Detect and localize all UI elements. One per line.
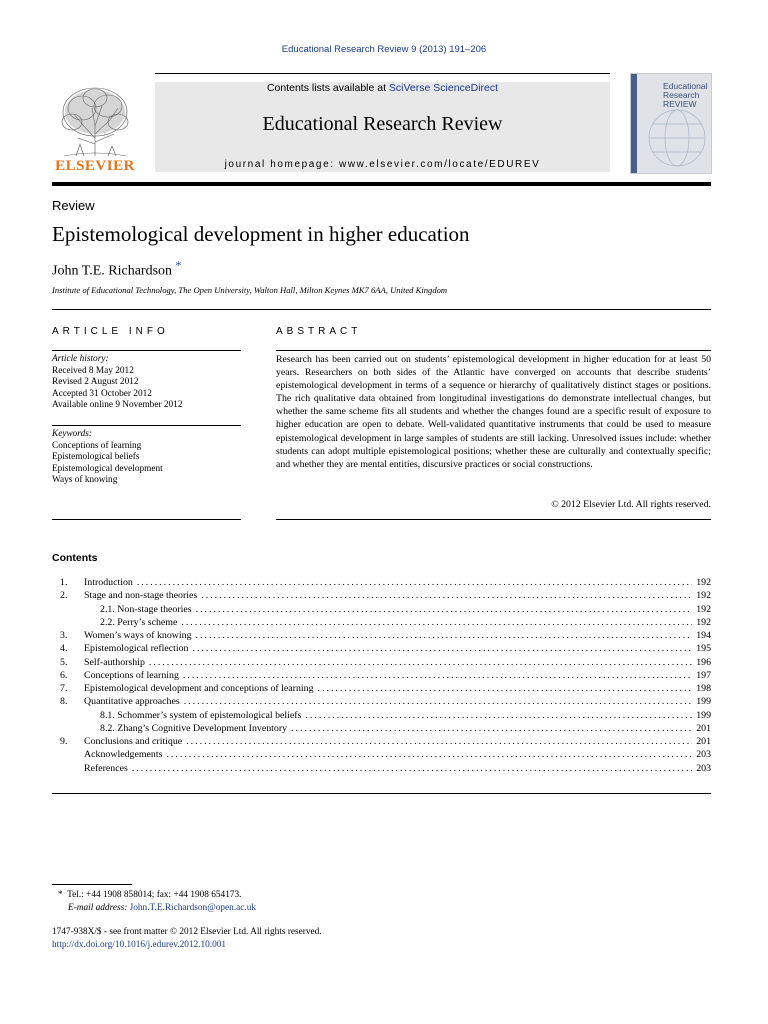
toc-entry-number: 6.: [60, 669, 68, 681]
toc-leader-dots: [183, 670, 692, 681]
journal-citation[interactable]: Educational Research Review 9 (2013) 191–206: [281, 44, 487, 55]
divider: [52, 309, 711, 310]
toc-leader-dots: [181, 617, 692, 628]
toc-entry[interactable]: [52, 630, 711, 643]
toc-entry-title[interactable]: Epistemological development and conceptions of learning: [84, 683, 314, 694]
header-thick-rule: [52, 182, 711, 186]
history-label: Article history:: [52, 354, 109, 364]
front-matter: [52, 926, 711, 952]
toc-entry-title[interactable]: 8.1. Schommer’s system of epistemological beliefs: [100, 709, 302, 721]
toc-entry[interactable]: [52, 736, 711, 749]
toc-entry-title[interactable]: Quantitative approaches: [84, 696, 180, 708]
toc-entry-page: 195: [696, 643, 711, 655]
toc-entry-title[interactable]: Epistemological reflection: [84, 643, 189, 655]
toc-entry-title[interactable]: 8.2. Zhang’s Cognitive Development Inventory: [100, 722, 288, 734]
cover-spine-strip: [631, 74, 637, 173]
doi-link[interactable]: http://dx.doi.org/10.1016/j.edurev.2012.10.001: [52, 940, 227, 950]
toc-entry-title[interactable]: Introduction: [84, 577, 133, 588]
history-item: Received 8 May 2012: [52, 365, 134, 376]
keyword: Ways of knowing: [52, 475, 118, 486]
toc-entry-page: 198: [696, 683, 711, 694]
toc-entry[interactable]: [52, 749, 711, 762]
keywords-label: Keywords:: [52, 429, 92, 439]
contents-availability-line: Contents lists available at SciVerse ScienceDirect: [266, 82, 499, 94]
toc-leader-dots: [201, 590, 692, 601]
toc-leader-dots: [166, 749, 692, 760]
author-footnote-mark[interactable]: *: [175, 259, 182, 272]
toc-entry-number: 7.: [60, 683, 68, 694]
toc-entry[interactable]: [52, 670, 711, 683]
footnote-rule: [52, 884, 132, 885]
issn-line: 1747-938X/$ - see front matter © 2012 Elsevier Ltd. All rights reserved.: [52, 927, 322, 937]
article-history: [52, 354, 241, 412]
toc-entry[interactable]: [52, 683, 711, 696]
keyword: Epistemological beliefs: [52, 452, 140, 463]
toc-entry-number: 5.: [60, 656, 68, 668]
toc-entry-page: 192: [696, 616, 711, 628]
toc-entry[interactable]: [52, 657, 711, 670]
keywords: [52, 429, 241, 487]
toc-entry-page: 192: [696, 590, 711, 602]
contents-heading: Contents: [52, 552, 98, 564]
divider: [52, 350, 241, 351]
toc-entry-page: 192: [696, 577, 711, 588]
toc-entry[interactable]: [52, 696, 711, 709]
divider: [52, 425, 241, 426]
toc-entry-number: 1.: [60, 577, 68, 588]
toc-leader-dots: [291, 723, 692, 734]
toc-entry-page: 201: [696, 736, 711, 747]
toc-leader-dots: [137, 577, 692, 588]
toc-entry-title[interactable]: Women’s ways of knowing: [84, 630, 192, 641]
toc-entry[interactable]: [52, 763, 711, 776]
toc-leader-dots: [196, 604, 693, 615]
toc-leader-dots: [132, 763, 692, 774]
author-name: John T.E. Richardson *: [52, 259, 182, 279]
author-email-link[interactable]: John.T.E.Richardson@open.ac.uk: [129, 903, 257, 913]
toc-entry-page: 199: [696, 709, 711, 721]
toc-entry[interactable]: [52, 577, 711, 590]
journal-cover-thumbnail: [630, 73, 712, 174]
toc-entry-page: 203: [696, 749, 711, 761]
keyword: Epistemological development: [52, 463, 163, 474]
divider: [276, 350, 711, 351]
history-item: Available online 9 November 2012: [52, 400, 183, 411]
article-title: Epistemological development in higher education: [52, 222, 470, 246]
author-footnote: [52, 889, 711, 915]
toc-entry[interactable]: [52, 604, 711, 617]
toc-entry-title[interactable]: Conclusions and critique: [84, 736, 183, 747]
journal-title: Educational Research Review: [262, 113, 503, 135]
toc-entry[interactable]: [52, 590, 711, 603]
toc-leader-dots: [318, 683, 693, 694]
toc-leader-dots: [184, 696, 692, 707]
header-top-rule: [155, 73, 610, 74]
toc-entry[interactable]: [52, 723, 711, 736]
divider: [52, 519, 241, 520]
toc-entry-title[interactable]: References: [84, 762, 128, 774]
divider: [52, 793, 711, 794]
journal-homepage-link[interactable]: journal homepage: www.elsevier.com/locate/EDUREV: [224, 159, 541, 170]
toc-entry-number: 3.: [60, 630, 68, 641]
toc-leader-dots: [192, 643, 692, 654]
toc-entry[interactable]: [52, 643, 711, 656]
toc-entry-number: 8.: [60, 696, 68, 708]
keyword: Conceptions of learning: [52, 440, 142, 451]
toc-entry-number: 9.: [60, 736, 68, 747]
toc-leader-dots: [186, 736, 692, 747]
toc-entry-title[interactable]: 2.2. Perry’s scheme: [100, 616, 178, 628]
author-affiliation: Institute of Educational Technology, The Open University, Walton Hall, Milton Keynes MK7 6AA, United Kingdom: [52, 285, 448, 295]
toc-entry[interactable]: [52, 617, 711, 630]
article-info-heading: ARTICLE INFO: [52, 326, 169, 337]
footnote-phone: Tel.: +44 1908 858014; fax: +44 1908 654173.: [67, 890, 242, 900]
toc-entry-title[interactable]: Conceptions of learning: [84, 669, 179, 681]
toc-leader-dots: [305, 710, 692, 721]
toc-entry-title[interactable]: Stage and non-stage theories: [84, 590, 198, 602]
abstract-text: Research has been carried out on students’ epistemological development in higher education for at least 50 years. Researchers on both sides of the Atlantic have converged on accounts that describe students’ epistemological development in terms of a sequence or hierarchy of qualitatively distinct stages or positions. The rich qualitative data obtained from longitudinal investigations do demonstrate intellectual changes, but whether the same scheme fits all students and whether the changes found are a specific result of exposure to higher education are open to debate. Well-validated quantitative instruments that could be used to measure epistemological development in large samples of students are still lacking. Unresolved issues include: whether students can adopt multiple epistemological positions; whether these are culturally and contextually specific; and whether they are mental entities, discursive practices or social constructions.: [276, 354, 711, 470]
toc-leader-dots: [196, 630, 693, 641]
footnote-mark: *: [58, 890, 63, 900]
abstract-copyright: © 2012 Elsevier Ltd. All rights reserved.: [551, 499, 711, 510]
toc-entry-title[interactable]: Acknowledgements: [84, 749, 163, 761]
toc-leader-dots: [149, 657, 692, 668]
toc-entry-page: 194: [696, 630, 711, 641]
cover-globe-graphic: [639, 104, 709, 170]
toc-entry[interactable]: [52, 710, 711, 723]
toc-entry-title[interactable]: 2.1. Non-stage theories: [100, 603, 192, 615]
sciencedirect-link[interactable]: SciVerse ScienceDirect: [388, 82, 499, 94]
toc-entry-title[interactable]: Self-authorship: [84, 656, 145, 668]
toc-entry-page: 192: [696, 603, 711, 615]
toc-entry-number: 2.: [60, 590, 68, 602]
elsevier-wordmark: ELSEVIER: [55, 158, 135, 174]
abstract-heading: ABSTRACT: [276, 326, 362, 337]
toc-entry-page: 201: [696, 722, 711, 734]
cover-title: Educational Research REVIEW: [663, 81, 708, 109]
toc-entry-page: 203: [696, 762, 711, 774]
article-type: Review: [52, 198, 95, 213]
history-item: Revised 2 August 2012: [52, 377, 139, 388]
toc-entry-number: 4.: [60, 643, 68, 655]
toc-entry-page: 197: [696, 669, 711, 681]
toc-entry-page: 199: [696, 696, 711, 708]
email-label: E-mail address:: [68, 903, 128, 913]
history-item: Accepted 31 October 2012: [52, 388, 152, 399]
divider: [276, 519, 711, 520]
toc-entry-page: 196: [696, 656, 711, 668]
table-of-contents: [52, 577, 711, 776]
